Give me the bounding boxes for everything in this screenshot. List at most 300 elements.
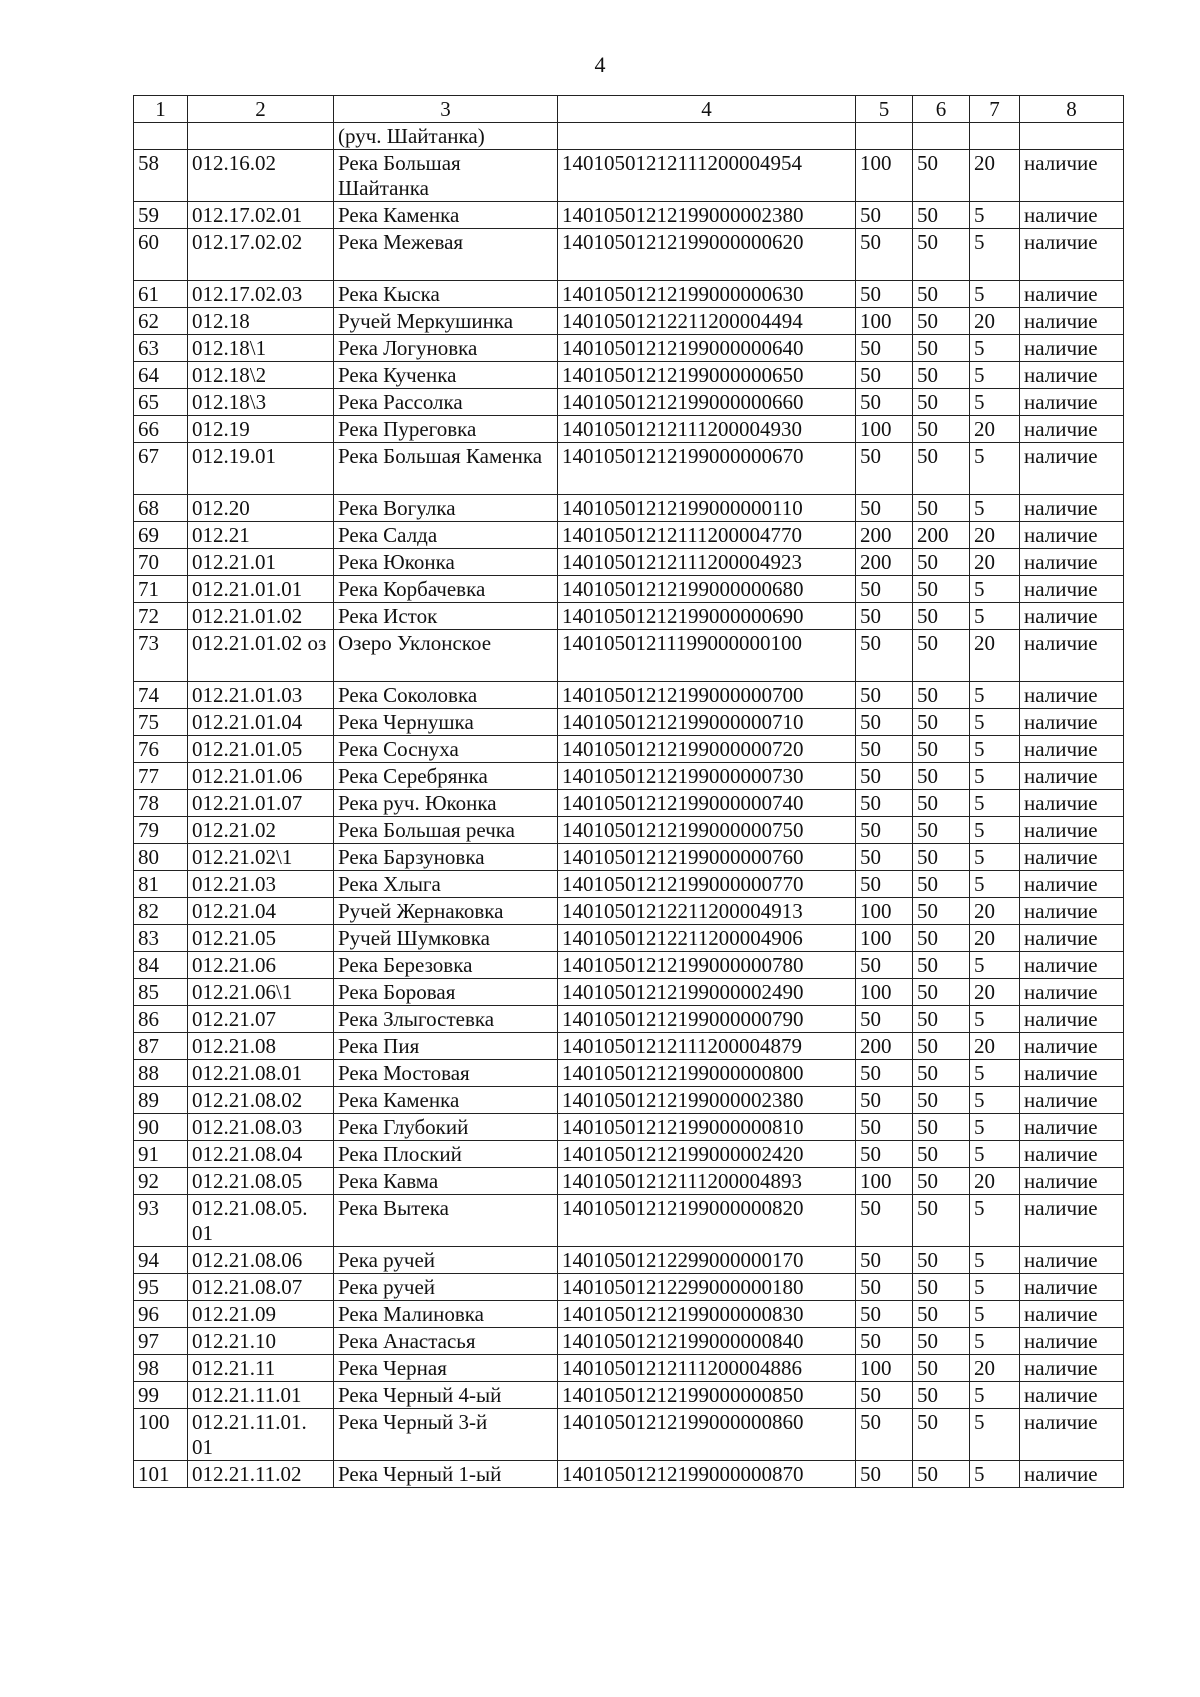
table-cell: 50 [856,1461,913,1488]
table-cell: 200 [856,1033,913,1060]
table-cell: 100 [856,1355,913,1382]
table-cell: 82 [134,898,188,925]
table-cell: 012.21.01 [188,549,334,576]
table-cell: 14010501212199000002380 [558,1087,856,1114]
table-cell [970,123,1020,150]
table-cell: 50 [913,1060,970,1087]
table-cell: Река Глубокий [334,1114,558,1141]
table-cell: Река Кученка [334,362,558,389]
table-cell: 14010501212199000000790 [558,1006,856,1033]
table-row [134,1328,1124,1355]
table-cell: 14010501212199000000760 [558,844,856,871]
table-cell: 50 [913,1195,970,1247]
table-cell: 50 [856,682,913,709]
table-cell: 012.19.01 [188,443,334,495]
table-cell: 50 [913,603,970,630]
table-cell: 50 [913,281,970,308]
table-cell: 012.21.02 [188,817,334,844]
table-cell: 14010501212211200004906 [558,925,856,952]
table-cell: 50 [856,1274,913,1301]
table-cell: 012.19 [188,416,334,443]
table-cell: 69 [134,522,188,549]
table-cell: 14010501212199000002420 [558,1141,856,1168]
table-row [134,1409,1124,1461]
table-cell: 14010501212111200004893 [558,1168,856,1195]
table-cell: Река руч. Юконка [334,790,558,817]
table-row [134,871,1124,898]
table-cell: Река ручей [334,1274,558,1301]
table-cell: 50 [856,817,913,844]
table-cell: 50 [913,630,970,682]
table-cell: 100 [856,979,913,1006]
table-cell: 14010501212111200004879 [558,1033,856,1060]
table-row [134,979,1124,1006]
table-cell: 5 [970,1274,1020,1301]
table-cell: 14010501212199000000650 [558,362,856,389]
table-cell: 20 [970,150,1020,202]
table-cell: наличие [1020,308,1124,335]
table-cell: 14010501212199000000860 [558,1409,856,1461]
table-cell: Река Каменка [334,202,558,229]
table-cell: наличие [1020,925,1124,952]
table-cell: 89 [134,1087,188,1114]
table-cell: 50 [913,925,970,952]
table-cell: 63 [134,335,188,362]
table-row [134,925,1124,952]
table-cell: Река ручей [334,1247,558,1274]
table-cell: наличие [1020,1006,1124,1033]
table-row [134,844,1124,871]
table-cell: 5 [970,1328,1020,1355]
table-cell: Река Анастасья [334,1328,558,1355]
table-cell: наличие [1020,416,1124,443]
table-cell: 100 [134,1409,188,1461]
table-cell: 50 [913,150,970,202]
table-cell: 012.21.01.06 [188,763,334,790]
table-cell: 14010501212199000000730 [558,763,856,790]
table-cell: наличие [1020,1087,1124,1114]
table-cell: 5 [970,952,1020,979]
table-cell [856,123,913,150]
table-cell: 98 [134,1355,188,1382]
table-cell: наличие [1020,549,1124,576]
table-cell: 50 [913,1033,970,1060]
table-cell: Река Юконка [334,549,558,576]
table-cell: 80 [134,844,188,871]
table-cell: 14010501212199000000680 [558,576,856,603]
table-cell: 14010501212199000000840 [558,1328,856,1355]
table-cell: Река Черный 4-ый [334,1382,558,1409]
table-cell: наличие [1020,1168,1124,1195]
table-cell: 50 [913,335,970,362]
table-cell: 20 [970,630,1020,682]
table-cell: 200 [856,522,913,549]
table-cell: наличие [1020,389,1124,416]
table-cell: 5 [970,1409,1020,1461]
table-cell: 97 [134,1328,188,1355]
table-cell: 50 [856,202,913,229]
table-cell: наличие [1020,1461,1124,1488]
table-cell: 012.21 [188,522,334,549]
table-cell: наличие [1020,1247,1124,1274]
table-cell: 83 [134,925,188,952]
table-cell: 93 [134,1195,188,1247]
table-cell: 50 [856,952,913,979]
table-cell: 50 [856,1301,913,1328]
table-cell: 50 [913,736,970,763]
table-cell: 14010501212199000000660 [558,389,856,416]
table-cell: Река Соколовка [334,682,558,709]
table-cell: Река Малиновка [334,1301,558,1328]
table-cell: наличие [1020,871,1124,898]
table-cell: 71 [134,576,188,603]
table-body [134,123,1124,1488]
table-cell: 20 [970,308,1020,335]
table-cell: 012.21.11.01. 01 [188,1409,334,1461]
table-cell: 012.17.02.01 [188,202,334,229]
table-cell: 50 [856,709,913,736]
table-cell: 88 [134,1060,188,1087]
table-cell: 20 [970,1355,1020,1382]
table-cell: Река Рассолка [334,389,558,416]
table-cell: 14010501212199000002380 [558,202,856,229]
table-cell: 64 [134,362,188,389]
table-cell: 50 [913,1087,970,1114]
table-cell: 58 [134,150,188,202]
table-cell: 50 [856,335,913,362]
table-cell: 5 [970,362,1020,389]
table-cell: Река Березовка [334,952,558,979]
table-cell: 012.21.11 [188,1355,334,1382]
table-row [134,549,1124,576]
table-cell: 012.21.05 [188,925,334,952]
table-cell: наличие [1020,1033,1124,1060]
table-cell: 78 [134,790,188,817]
table-row [134,1114,1124,1141]
table-cell: 87 [134,1033,188,1060]
table-cell: Река Черная [334,1355,558,1382]
table-cell: 14010501212199000000850 [558,1382,856,1409]
table-cell: 012.21.01.07 [188,790,334,817]
table-cell: 14010501212199000000830 [558,1301,856,1328]
table-cell: 5 [970,790,1020,817]
table-cell: наличие [1020,1355,1124,1382]
table-cell: 68 [134,495,188,522]
table-cell: 14010501212199000000630 [558,281,856,308]
table-cell: 50 [856,1141,913,1168]
table-cell: 101 [134,1461,188,1488]
table-row [134,817,1124,844]
water-bodies-table [133,95,1124,1488]
table-cell: 50 [856,281,913,308]
table-cell: 20 [970,898,1020,925]
table-cell: Река Чернушка [334,709,558,736]
table-cell: 012.21.08.01 [188,1060,334,1087]
table-row [134,736,1124,763]
column-header: 6 [913,96,970,123]
table-cell: 012.21.08.03 [188,1114,334,1141]
column-header: 1 [134,96,188,123]
table-cell: наличие [1020,1060,1124,1087]
table-cell: Река Плоский [334,1141,558,1168]
table-cell: Река Черный 3-й [334,1409,558,1461]
table-cell: 14010501212199000000870 [558,1461,856,1488]
table-row [134,1141,1124,1168]
table-cell: 100 [856,1168,913,1195]
table-cell: 50 [856,630,913,682]
table-cell: 14010501212199000000620 [558,229,856,281]
table-row [134,1355,1124,1382]
table-cell: 50 [856,1060,913,1087]
table-cell: Река Соснуха [334,736,558,763]
table-cell: 85 [134,979,188,1006]
table-cell: 5 [970,763,1020,790]
table-cell: 14010501212211200004494 [558,308,856,335]
table-cell: 50 [913,682,970,709]
table-cell: 5 [970,817,1020,844]
table-cell: 62 [134,308,188,335]
table-cell: 50 [913,443,970,495]
table-cell: 5 [970,389,1020,416]
table-cell: 50 [913,1247,970,1274]
column-number-row [134,96,1124,123]
table-cell: 50 [856,443,913,495]
table-cell: 59 [134,202,188,229]
table-cell: Река Большая Шайтанка [334,150,558,202]
table-cell: 5 [970,576,1020,603]
table-cell: 96 [134,1301,188,1328]
table-cell: 012.21.08 [188,1033,334,1060]
table-cell: 90 [134,1114,188,1141]
table-cell: 50 [913,952,970,979]
table-cell [134,123,188,150]
table-cell: 50 [913,979,970,1006]
table-cell: наличие [1020,1274,1124,1301]
table-cell: 14010501212199000000690 [558,603,856,630]
table-cell: 5 [970,871,1020,898]
table-cell: 012.21.01.05 [188,736,334,763]
table-cell: 5 [970,709,1020,736]
table-row [134,682,1124,709]
table-cell: 012.18 [188,308,334,335]
table-cell: 72 [134,603,188,630]
table-row [134,790,1124,817]
table-cell: 65 [134,389,188,416]
table-cell: Река Хлыга [334,871,558,898]
table-cell: 14010501212199000000780 [558,952,856,979]
table-cell: наличие [1020,1301,1124,1328]
table-cell: 50 [856,790,913,817]
table-cell: 012.21.08.05. 01 [188,1195,334,1247]
table-cell: 012.18\1 [188,335,334,362]
table-cell: 50 [913,817,970,844]
table-cell: Река Кавма [334,1168,558,1195]
table-cell: 100 [856,925,913,952]
table-cell: Река Серебрянка [334,763,558,790]
table-cell: 012.18\2 [188,362,334,389]
table-cell: Река Черный 1-ый [334,1461,558,1488]
table-cell: наличие [1020,522,1124,549]
table-row [134,576,1124,603]
table-cell: Река Большая речка [334,817,558,844]
table-cell: 5 [970,229,1020,281]
table-cell: 20 [970,925,1020,952]
table-cell: 50 [913,308,970,335]
table-cell: 50 [856,844,913,871]
table-cell: 14010501212199000000740 [558,790,856,817]
table-row [134,443,1124,495]
table-cell: 50 [913,229,970,281]
table-cell: 012.21.01.03 [188,682,334,709]
table-cell: 50 [913,1274,970,1301]
table-cell: 95 [134,1274,188,1301]
table-cell: наличие [1020,763,1124,790]
table-cell: Река Каменка [334,1087,558,1114]
table-cell: 50 [913,709,970,736]
table-cell: 14010501212199000000110 [558,495,856,522]
table-cell: 14010501212111200004923 [558,549,856,576]
table-cell: наличие [1020,443,1124,495]
table-cell: 012.21.09 [188,1301,334,1328]
table-cell: 50 [856,495,913,522]
table-cell: 012.21.08.06 [188,1247,334,1274]
table-cell: 50 [913,790,970,817]
table-cell: наличие [1020,1141,1124,1168]
column-header: 5 [856,96,913,123]
table-cell: 012.21.01.02 [188,603,334,630]
table-cell: 5 [970,1301,1020,1328]
table-cell: 50 [856,1195,913,1247]
table-row [134,1461,1124,1488]
table-cell: 61 [134,281,188,308]
table-cell: Река Пия [334,1033,558,1060]
table-cell: 5 [970,844,1020,871]
table-cell: 14010501212199000000750 [558,817,856,844]
table-cell: 012.17.02.02 [188,229,334,281]
table-cell: 50 [913,362,970,389]
table-cell: 50 [856,871,913,898]
table-cell: 50 [913,1409,970,1461]
table-cell: Река Логуновка [334,335,558,362]
table-row [134,763,1124,790]
table-cell: 012.21.01.04 [188,709,334,736]
table-row [134,123,1124,150]
column-header: 7 [970,96,1020,123]
table-row [134,1274,1124,1301]
table-cell: Ручей Меркушинка [334,308,558,335]
table-row [134,281,1124,308]
table-cell: 50 [856,1114,913,1141]
table-cell: Река Большая Каменка [334,443,558,495]
table-cell: 5 [970,1195,1020,1247]
table-cell [558,123,856,150]
table-cell [1020,123,1124,150]
table-cell: 20 [970,549,1020,576]
table-cell: 50 [913,202,970,229]
table-cell: 50 [913,1006,970,1033]
table-row [134,630,1124,682]
table-cell: 012.21.11.01 [188,1382,334,1409]
table-cell: 012.21.06 [188,952,334,979]
table-cell: 012.18\3 [188,389,334,416]
table-cell: 99 [134,1382,188,1409]
table-cell: 14010501212299000000180 [558,1274,856,1301]
table-cell: 50 [856,763,913,790]
table-cell: наличие [1020,576,1124,603]
table-cell: 100 [856,416,913,443]
table-cell: наличие [1020,736,1124,763]
table-cell: 14010501211199000000100 [558,630,856,682]
table-cell: 14010501212199000000820 [558,1195,856,1247]
table-cell: наличие [1020,202,1124,229]
table-cell: 5 [970,495,1020,522]
table-cell: Озеро Уклонское [334,630,558,682]
table-cell: 14010501212199000000800 [558,1060,856,1087]
table-cell: 14010501212199000000700 [558,682,856,709]
table-cell: 73 [134,630,188,682]
table-cell: 5 [970,1060,1020,1087]
table-cell: 14010501212199000000670 [558,443,856,495]
table-cell: 012.21.04 [188,898,334,925]
table-cell: 50 [913,416,970,443]
table-row [134,952,1124,979]
table-cell: наличие [1020,790,1124,817]
table-cell: 94 [134,1247,188,1274]
table-row [134,202,1124,229]
table-cell: 50 [856,1247,913,1274]
table-row [134,1247,1124,1274]
table-cell: 100 [856,308,913,335]
table-cell: 012.16.02 [188,150,334,202]
table-row [134,416,1124,443]
table-cell: 20 [970,1168,1020,1195]
table-cell: 50 [856,576,913,603]
table-cell: 5 [970,682,1020,709]
table-cell: 5 [970,443,1020,495]
table-row [134,150,1124,202]
table-cell: 50 [913,389,970,416]
table-cell: Река Вогулка [334,495,558,522]
table-cell: наличие [1020,630,1124,682]
table-cell: 14010501212199000000810 [558,1114,856,1141]
table-cell: 86 [134,1006,188,1033]
table-cell: 20 [970,1033,1020,1060]
page-number: 4 [594,52,606,77]
table-row [134,1382,1124,1409]
table-cell: наличие [1020,817,1124,844]
table-cell: 92 [134,1168,188,1195]
table-cell: 012.21.10 [188,1328,334,1355]
table-cell: 012.21.08.02 [188,1087,334,1114]
table-cell: 50 [856,1087,913,1114]
table-cell: 50 [913,576,970,603]
table-cell: наличие [1020,682,1124,709]
table-row [134,389,1124,416]
table-cell: Ручей Шумковка [334,925,558,952]
table-cell: 50 [856,603,913,630]
table-cell: Река Боровая [334,979,558,1006]
table-cell: 14010501212111200004930 [558,416,856,443]
table-cell: наличие [1020,1195,1124,1247]
table-row [134,1033,1124,1060]
table-cell: 012.21.06\1 [188,979,334,1006]
table-cell: Ручей Жернаковка [334,898,558,925]
table-cell: 50 [856,736,913,763]
table-cell: 91 [134,1141,188,1168]
table-cell: 50 [913,763,970,790]
table-cell: наличие [1020,898,1124,925]
table-cell: (руч. Шайтанка) [334,123,558,150]
